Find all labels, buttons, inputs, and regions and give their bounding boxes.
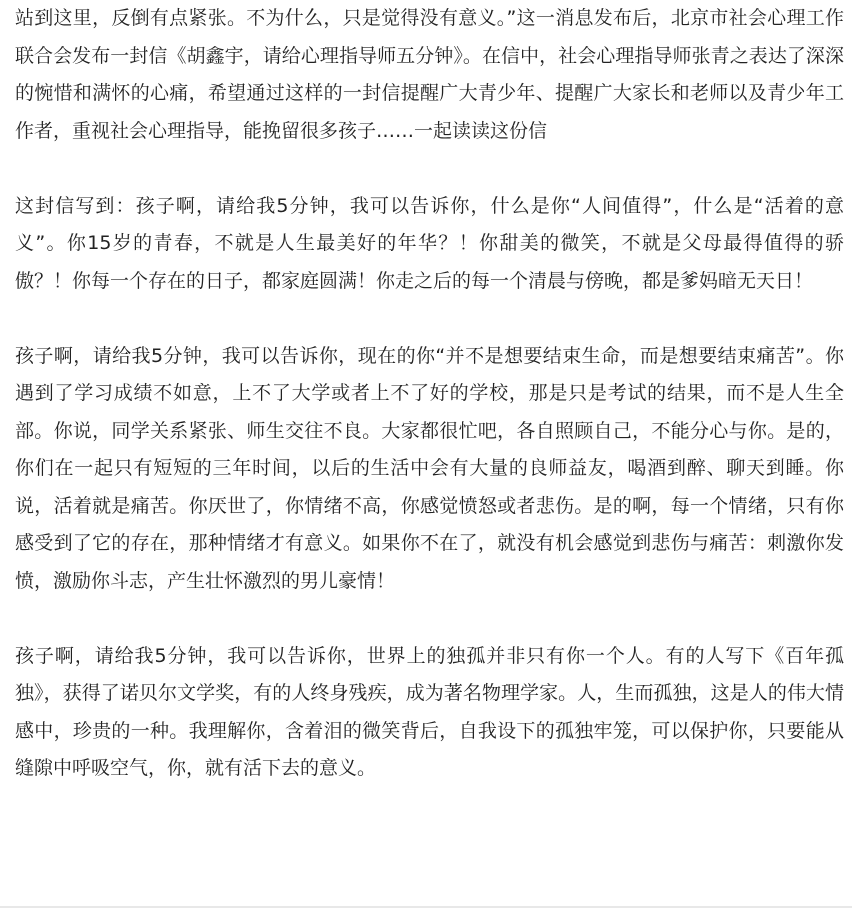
paragraph-spacer [15, 150, 844, 188]
paragraph-spacer [15, 300, 844, 338]
paragraph-letter-opening: 这封信写到：孩子啊，请给我5分钟，我可以告诉你，什么是你“人间值得”，什么是“活着的意义”。你15岁的青春，不就是人生最美好的年华？！你甜美的微笑，不就是父母最得值得的骄傲？！你每一个存在的日子，都家庭圆满！你走之后的每一个清晨与傍晚，都是爹妈暗无天日！ [15, 194, 844, 292]
paragraph-intro: 站到这里，反倒有点紧张。不为什么，只是觉得没有意义。”这一消息发布后，北京市社会心理工作联合会发布一封信《胡鑫宇，请给心理指导师五分钟》。在信中，社会心理指导师张青之表达了深深的惋惜和满怀的心痛，希望通过这样的一封信提醒广大青少年、提醒广大家长和老师以及青少年工作者，重视社会心理指导，能挽留很多孩子……一起读读这份信 [15, 7, 844, 142]
paragraph-end-pain: 孩子啊，请给我5分钟，我可以告诉你，现在的你“并不是想要结束生命，而是想要结束痛苦”。你遇到了学习成绩不如意，上不了大学或者上不了好的学校，那是只是考试的结果，而不是人生全部。你说，同学关系紧张、师生交往不良。大家都很忙吧，各自照顾自己，不能分心与你。是的，你们在一起只有短短的三年时间，以后的生活中会有大量的良师益友，喝酒到醉、聊天到睡。你说，活着就是痛苦。你厌世了，你情绪不高，你感觉愤怒或者悲伤。是的啊，每一个情绪，只有你感受到了它的存在，那种情绪才有意义。如果你不在了，就没有机会感觉到悲伤与痛苦：刺激你发愤，激励你斗志，产生壮怀激烈的男儿豪情！ [15, 344, 844, 592]
paragraph-spacer [15, 600, 844, 638]
paragraph-loneliness: 孩子啊，请给我5分钟，我可以告诉你，世界上的独孤并非只有你一个人。有的人写下《百年孤独》，获得了诺贝尔文学奖，有的人终身残疾，成为著名物理学家。人，生而孤独，这是人的伟大情感中，珍贵的一种。我理解你，含着泪的微笑背后，自我设下的孤独牢笼，可以保护你，只要能从缝隙中呼吸空气，你，就有活下去的意义。 [15, 644, 844, 779]
